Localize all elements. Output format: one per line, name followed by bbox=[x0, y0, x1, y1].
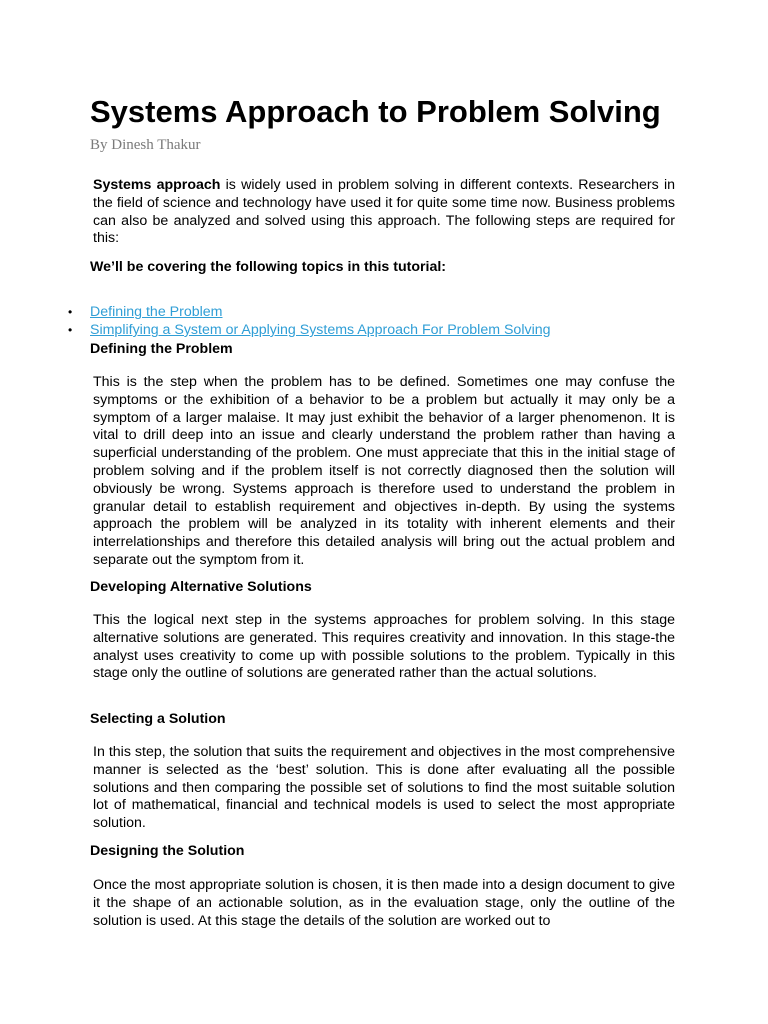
intro-text: is widely used in problem solving in different contexts. Researchers in the field of science and technology have used it for quite some time now. Business problems can also be analyzed and solved using this approach. The following steps are required for this: bbox=[93, 177, 675, 247]
toc-item bbox=[68, 321, 551, 339]
section-body-defining-the-problem: This is the step when the problem has to be defined. Sometimes one may confuse the symptoms or the exhibition of a behavior to be a problem but actually it may only be a symptom of a larger malaise. It may just exhibit the behavior of a larger phenomenon. It is vital to drill deep into an issue and clearly understand the problem rather than having a superficial understanding of the problem. One must appreciate that this in the initial stage of problem solving and if the problem itself is not correctly diagnosed then the solution will obviously be wrong. Systems approach is therefore used to understand the problem in granular detail to establish requirement and objectives in-depth. By using the systems approach the problem will be analyzed in its totality with inherent elements and their interrelationships and therefore this detailed analysis will bring out the actual problem and separate out the symptom from it. bbox=[93, 374, 675, 568]
bullet-icon: • bbox=[68, 323, 73, 337]
intro-paragraph bbox=[93, 177, 675, 248]
toc-link-defining-the-problem[interactable]: Defining the Problem bbox=[90, 304, 223, 320]
topics-heading: We’ll be covering the following topics in this tutorial: bbox=[90, 259, 447, 275]
section-body-selecting-a-solution: In this step, the solution that suits the requirement and objectives in the most comprehensive manner is selected as the ‘best’ solution. This is done after evaluating all the possible solutions and then comparing the possible set of solutions to find the most suitable solution lot of mathematical, financial and technical models is used to select the most appropriate solution. bbox=[93, 744, 675, 832]
toc-link-simplifying-a-system[interactable]: Simplifying a System or Applying Systems Approach For Problem Solving bbox=[90, 322, 551, 338]
section-heading-defining-the-problem: Defining the Problem bbox=[90, 341, 233, 357]
section-heading-developing-alternative-solutions: Developing Alternative Solutions bbox=[90, 579, 312, 595]
section-heading-designing-the-solution: Designing the Solution bbox=[90, 843, 245, 859]
toc-item bbox=[68, 303, 551, 321]
bullet-icon: • bbox=[68, 305, 73, 319]
author-byline: By Dinesh Thakur bbox=[90, 137, 201, 153]
section-body-designing-the-solution: Once the most appropriate solution is chosen, it is then made into a design document to give it the shape of an actionable solution, as in the evaluation stage, only the outline of the solution is used. At this stage the details of the solution are worked out to bbox=[93, 877, 675, 929]
section-body-developing-alternative-solutions: This the logical next step in the systems approaches for problem solving. In this stage alternative solutions are generated. This requires creativity and innovation. In this stage-the analyst uses creativity to come up with possible solutions to the problem. Typically in this stage only the outline of solutions are generated rather than the actual solutions. bbox=[93, 612, 675, 682]
table-of-contents bbox=[68, 303, 551, 339]
intro-term: Systems approach bbox=[93, 177, 221, 193]
page-title: Systems Approach to Problem Solving bbox=[90, 94, 661, 129]
section-heading-selecting-a-solution: Selecting a Solution bbox=[90, 711, 226, 727]
